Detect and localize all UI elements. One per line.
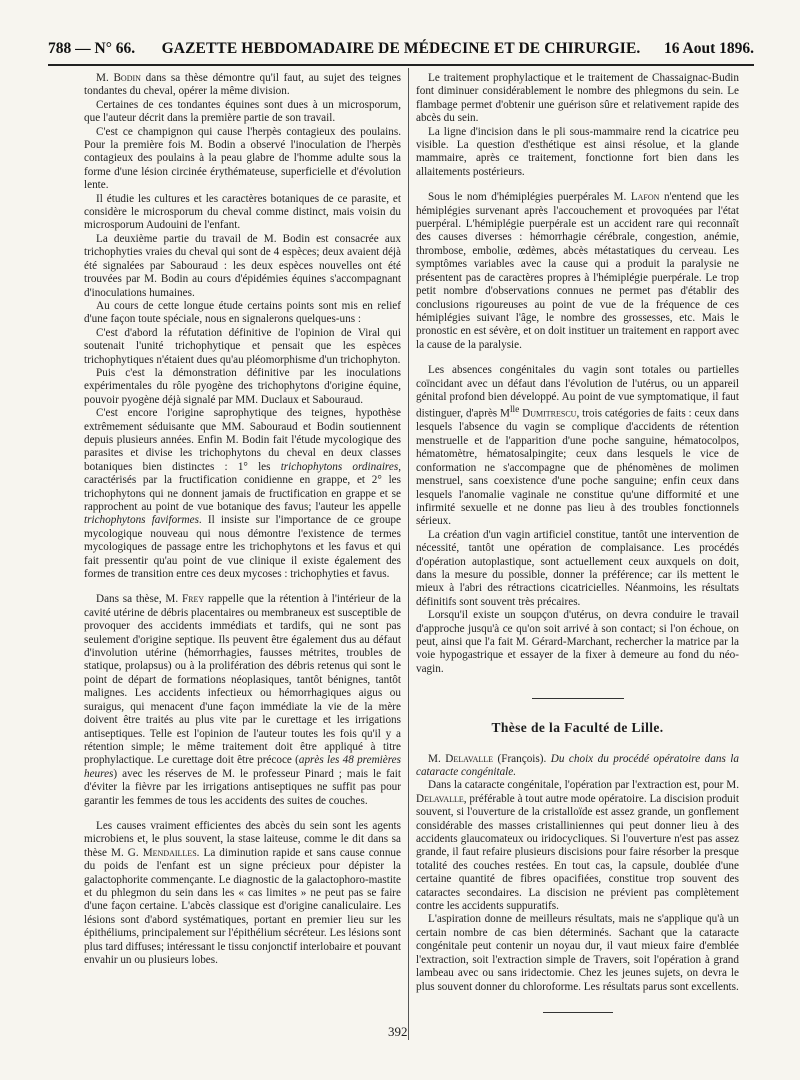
paragraph: C'est d'abord la réfutation définitive de l'opinion de Viral qui soutenait l'unité trichophytique et pensait que les espèces trichophytiques n'étaient dues qu'au pléomorphisme d'un trichophyton. <box>84 326 401 366</box>
header-rule <box>48 64 754 66</box>
paragraph-text: , préférable à tout autre mode opératoire. La discision produit souvent, si l'ouverture de la cristalloïde est assez grande, un gonflement considérable des masses cristalliniennes qui peut donner lieu à des accidents glaucomateux ou iridocycliques. Si l'ouverture n'est pas assez grande, il faut refaire plusieurs discisions pour faire résorber la presque totalité des couches restées. En tout cas, la capsule, doublée d'une certaine quantité de fibres opacifiées, constitue trop souvent des cataractes secondaires. La discision ne prévient pas complètement contre les accidents suppuratifs. <box>416 792 739 913</box>
author-name: Frey <box>181 593 205 606</box>
page-number: 788 — N° 66. <box>48 40 136 57</box>
paragraph: Il étudie les cultures et les caractères botaniques de ce parasite, et considère le microsporum du cheval comme distinct, mais voisin du microsporum Audouini de l'enfant. <box>84 192 401 232</box>
journal-title: GAZETTE HEBDOMADAIRE DE MÉDECINE ET DE CHIRURGIE. <box>161 40 641 57</box>
paragraph <box>84 593 401 808</box>
thesis-reference <box>416 753 739 780</box>
right-column <box>416 72 739 1013</box>
paragraph-text: Dans la cataracte congénitale, l'opération par l'extraction est, pour M. <box>428 779 739 792</box>
paragraph-text: Les absences congénitales du vagin sont totales ou partielles coïncidant avec un défaut dans l'évolution de l'utérus, ou un appareil génital profond bien développé. Au point de vue symptomatique, il faut distinguer, d'après M <box>416 364 739 421</box>
folio-number: 392 <box>388 1024 408 1039</box>
paragraph-text: Les causes vraiment efficientes des abcès du sein sont les agents microbiens et, le plus souvent, la stase laiteuse, comme le dit dans sa thèse M. G. <box>84 819 401 859</box>
paragraph-text: . Il insiste sur l'importance de ce groupe mycologique nouveau qui nous démontre l'existence de termes mycologiques de passage entre les trichophytons et les favus et qui fait pressentir qu'au point de vue clinique il existe également des formes de transition entre ces deux mycoses : trichophyties et favus. <box>84 514 401 581</box>
issue-date: 16 Aout 1896. <box>664 40 754 57</box>
paragraph-text: . La diminution rapide et sans cause connue du poids de l'enfant est un signe précieux pour dépister la galactophorite commençante. Le diagnostic de la galactophoro-mastite et du phlegmon du sein dans les « cas limites » ne peut pas se faire d'une façon certaine. L'abcès classique est d'origine canaliculaire. Les lésions sont d'abord systématiques, portant en premier lieu sur les épithéliums, principalement sur l'épithélium sécréteur. Les lésions sont plus tard diffuses; intéressant le tissu conjonctif interlobaire et pouvant envahir un ou plusieurs lobes. <box>84 846 402 966</box>
paragraph-text: Sous le nom d'hémiplégies puerpérales M. <box>428 191 631 204</box>
paragraph-text: dans sa thèse démontre qu'il faut, au sujet des teignes tondantes du cheval, opérer la même division. <box>84 72 401 98</box>
column-rule <box>408 68 409 1040</box>
author-name: Lafon <box>630 191 660 204</box>
end-separator <box>543 1012 613 1013</box>
thesis-title: Du choix du procédé opératoire dans la cataracte congénitale. <box>416 752 739 779</box>
page-header <box>48 40 754 66</box>
left-column <box>84 72 401 967</box>
paragraph <box>416 191 739 352</box>
paragraph: La création d'un vagin artificiel constitue, tantôt une intervention de nécessité, tantôt une opération de complaisance. Les procédés d'opération autoplastique, sont actuellement ceux auxquels on doit, dans la mesure du possible, donner la préférence; car ils mettent le mieux à l'abri des rétractions cicatricielles. Néanmoins, les résultats définitifs sont souvent très précaires. <box>416 528 739 608</box>
section-separator <box>532 698 624 699</box>
paragraph: Au cours de cette longue étude certains points sont mis en relief d'une façon toute spéciale, nous en signalerons quelques-uns : <box>84 299 401 326</box>
paragraph: La ligne d'incision dans le pli sous-mammaire rend la cicatrice peu visible. La question d'esthétique est ainsi résolue, et la glande mammaire, après ce traitement, fonctionne fort bien dans les allaitements postérieurs. <box>416 125 739 178</box>
paragraph: Le traitement prophylactique et le traitement de Chassaignac-Budin font diminuer considérablement le nombre des phlegmons du sein. Le flambage permet d'obtenir une guérison sûre et relativement rapide des abcès du sein. <box>416 72 739 125</box>
paragraph: La deuxième partie du travail de M. Bodin est consacrée aux trichophyties vraies du cheval qui sont de 4 espèces; deux avaient déjà été signalées par Sabouraud : les deux espèces nouvelles ont été trouvées par M. Bodin au cours d'épidémies équines s'accompagnant d'inoculations humaines. <box>84 232 401 299</box>
thesis-heading: Thèse de la Faculté de Lille. <box>491 720 664 736</box>
italic-term: trichophytons ordinaires <box>280 460 399 473</box>
paragraph: C'est ce champignon qui cause l'herpès contagieux des poulains. Pour la première fois M. Bodin a observé l'inoculation de l'herpès contagieux des poulains à la peau glabre de l'homme adulte sous la forme d'une lésion circinée érythémateuse, superficielle et d'évolution lente. <box>84 125 401 192</box>
author-name: Mendailles <box>142 846 197 859</box>
paragraph: Certaines de ces tondantes équines sont dues à un microsporum, que l'auteur décrit dans la première partie de son travail. <box>84 98 401 125</box>
italic-term: trichophytons faviformes <box>84 514 199 527</box>
paragraph-text: n'entend que les hémiplégies survenant après l'accouchement et provoquées par l'état puerpéral. L'hémiplégie puerpérale est un accident rare qui reconnaît des causes diverses : hémorrhagie cérébrale, congestion, anémie, thrombose, embolie, œdèmes, abcès métastatiques du cerveau. Les symptômes variables avec la cause qui a produit la paralysie ne présentent pas de caractères propres à l'hémiplégie puerpérale. Le trop petit nombre d'observations connues ne permet pas d'établir des conclusions rigoureuses au point de vue de la fréquence de ces hémiplégies suivant l'âge, le nombre des grossesses, etc. Mais le pronostic en est sévère, et on doit instituer un traitement en rapport avec la cause de la paralysie. <box>416 191 740 351</box>
paragraph-text: ) avec les réserves de M. le professeur Pinard ; mais le fait d'éviter la fièvre par les irrigations antiseptiques ne suffit pas pour garantir les femmes de tous les accidents des suites de couches. <box>84 767 401 807</box>
paragraph-text: rappelle que la rétention à l'intérieur de la cavité utérine de débris placentaires ou membraneux est susceptible de provoquer des accidents immédiats et tardifs, qui ne sont pas seulement d'origine septique. Ils peuvent être également dus au défaut d'involution utérine (hémorrhagies, fausses métrites, troubles de statique, prolapsus) ou à la prolifération des débris retenus qui sont le point de départ de formations néoplasiques, tantôt bénignes, tantôt malignes. Les accidents infectieux ou hémorrhagiques aigus ou suraigus, qui menacent d'une façon immédiate la vie de la mère doivent être traités au plus vite par le curettage et les irrigations antiseptiques. Telle est l'opinion de l'auteur toutes les fois qu'il y a rétention simple; le même traitement doit être appliqué à titre prophylactique. Le curettage doit être précoce ( <box>84 593 401 767</box>
paragraph-text: Dans sa thèse, M. <box>96 593 182 606</box>
paragraph-text: (François). <box>493 752 551 765</box>
paragraph <box>84 820 401 967</box>
paragraph: Lorsqu'il existe un soupçon d'utérus, on devra conduire le travail d'approche jusqu'à ce qu'on soit arrivé à son contact; si l'on échoue, on peut, ainsi que l'a fait M. Gérard-Marchant, rechercher la matrice par la voie hypogastrique et essayer de la fixer à demeure au fond du néo-vagin. <box>416 609 739 675</box>
paragraph-text: , caractérisés par la fructification conidienne en grappe, et 2° les trichophytons qui ne donnent jamais de fructification en grappe et se rapprochent au point de vue botanique des favus; l'auteur les appelle <box>84 460 401 513</box>
italic-term: après les 48 premières heures <box>84 754 401 780</box>
author-name: Dumitrescu <box>519 408 577 421</box>
author-name: M. Bodin <box>96 72 141 84</box>
paragraph-text: M. <box>428 752 446 765</box>
paragraph <box>84 407 401 581</box>
paragraph-text: C'est encore l'origine saprophytique des teignes, hypothèse extrêmement séduisante que MM. Sabouraud et Bodin soutiennent depuis plusieurs années. Enfin M. Bodin fait l'étude mycologique des parasites et divise les trichophytons du cheval en deux classes botaniques bien distinctes : 1° les <box>84 407 401 473</box>
paragraph <box>416 779 739 913</box>
superscript: lle <box>509 405 520 416</box>
paragraph <box>416 364 739 529</box>
paragraph: Puis c'est la démonstration définitive par les inoculations expérimentales du rôle pyogène des trichophytons d'origine équine, pouvoir pyogène déjà signalé par MM. Duclaux et Sabouraud. <box>84 366 401 406</box>
paragraph <box>84 72 401 99</box>
paragraph: L'aspiration donne de meilleurs résultats, mais ne s'applique qu'à un certain nombre de cas bien déterminés. Sachant que la cataracte congénitale peut contenir un noyau dur, il vaut mieux faire d'emblée l'extraction, soit l'extraction simple de Travers, soit l'opération à grand lambeau avec ou sans iridectomie. Chez les jeunes sujets, on devra le plus souvent donner du chloroforme. Les résultats parus sont excellents. <box>416 913 739 993</box>
author-name: Delavalle <box>445 752 494 765</box>
author-name: Delavalle <box>416 792 464 805</box>
paragraph-text: , trois catégories de faits : ceux dans lesquels l'absence du vagin se complique d'accidents de rétention menstruelle et de l'apparition d'une poche sanguine, hématocolpos, hématomètre, hématosalpingite; ceux dans lesquels le vice de conformation ne s'accompagne que de phénomènes de molimen menstruel, sans coexistence d'une poche sanguine; enfin ceux dans lesquels l'anomalie vaginale ne constitue qu'une difformité et une infirmité sexuelle et ne donne pas lieu à des troubles fonctionnels sérieux. <box>416 408 739 528</box>
